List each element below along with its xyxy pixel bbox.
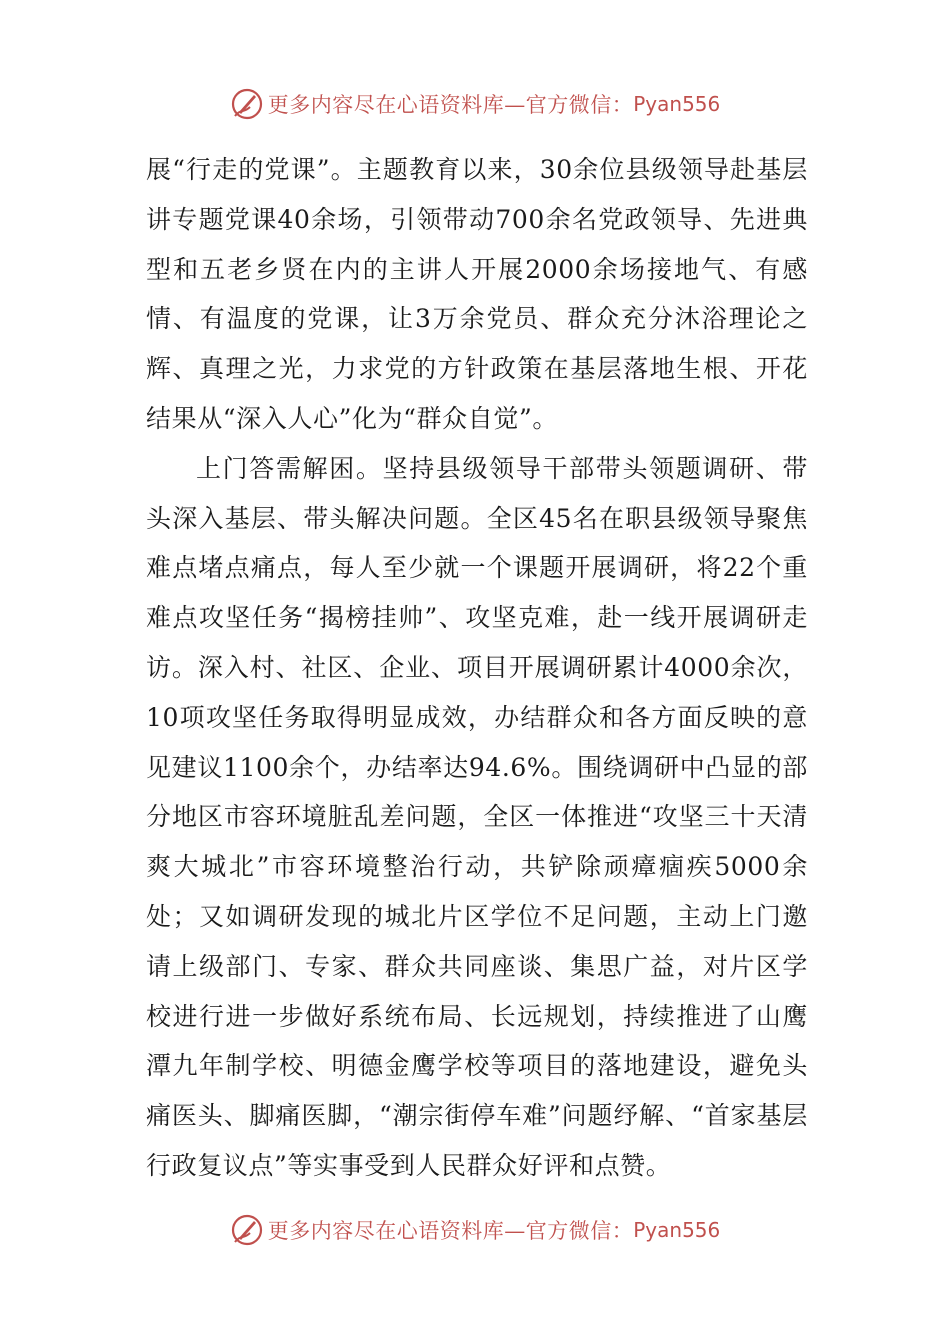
quill-logo-icon (230, 1213, 264, 1247)
paragraph-2: 上门答需解困。坚持县级领导干部带头领题调研、带头深入基层、带头解决问题。全区45名在职县级领导聚焦难点堵点痛点，每人至少就一个课题开展调研，将22个重难点攻坚任务“揭榜挂帅”、攻坚克难，赴一线开展调研走访。深入村、社区、企业、项目开展调研累计4000余次，10项攻坚任务取得明显成效，办结群众和各方面反映的意见建议1100余个，办结率达94.6%。围绕调研中凸显的部分地区市容环境脏乱差问题，全区一体推进“攻坚三十天清爽大城北”市容环境整治行动，共铲除顽瘴痼疾5000余处；又如调研发现的城北片区学位不足问题，主动上门邀请上级部门、专家、群众共同座谈、集思广益，对片区学校进行进一步做好系统布局、长远规划，持续推进了山鹰潭九年制学校、明德金鹰学校等项目的落地建设，避免头痛医头、脚痛医脚，“潮宗街停车难”问题纾解、“首家基层行政复议点”等实事受到人民群众好评和点赞。 (146, 453, 808, 1180)
quill-logo-icon (230, 87, 264, 121)
banner-wechat-id: Pyan556 (633, 92, 721, 116)
footer-banner (0, 1210, 950, 1250)
paragraph-1: 展“行走的党课”。主题教育以来，30余位县级领导赴基层讲专题党课40余场，引领带动700余名党政领导、先进典型和五老乡贤在内的主讲人开展2000余场接地气、有感情、有温度的党课，让3万余党员、群众充分沐浴理论之辉、真理之光，力求党的方针政策在基层落地生根、开花结果从“深入人心”化为“群众自觉”。 (146, 155, 808, 433)
banner-text: 更多内容尽在心语资料库—官方微信： (267, 1219, 634, 1243)
banner-wechat-id: Pyan556 (633, 1218, 721, 1242)
document-body (146, 145, 808, 1191)
banner-text: 更多内容尽在心语资料库—官方微信： (267, 93, 634, 117)
header-banner (0, 84, 950, 124)
